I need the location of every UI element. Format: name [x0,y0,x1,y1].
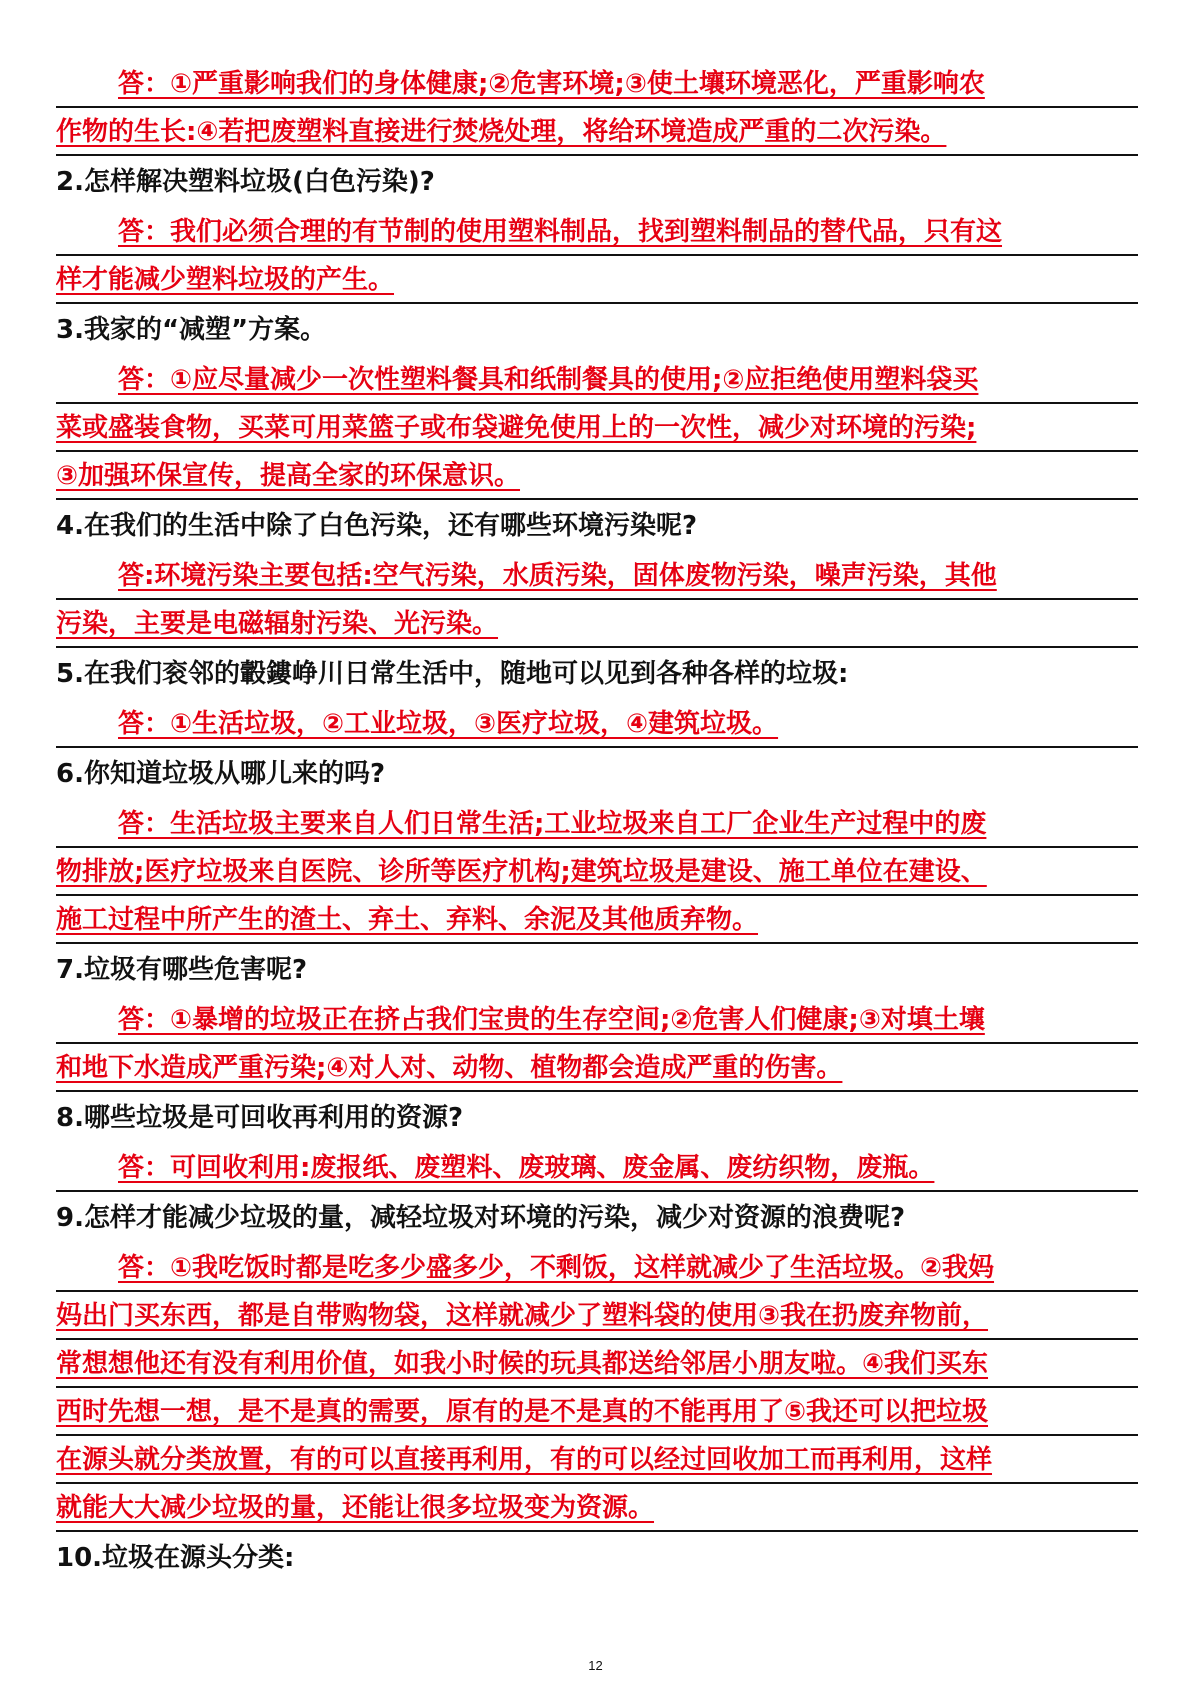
answer-line: 物排放;医疗垃圾来自医院、诊所等医疗机构;建筑垃圾是建设、施工单位在建设、 [56,848,1138,896]
answer-line: 答：我们必须合理的有节制的使用塑料制品，找到塑料制品的替代品，只有这 [56,208,1138,256]
qa-block-7 [56,944,1138,1092]
answer-line: 就能大大减少垃圾的量，还能让很多垃圾变为资源。 [56,1484,1138,1532]
answer-line: 答：①应尽量减少一次性塑料餐具和纸制餐具的使用;②应拒绝使用塑料袋买 [56,356,1138,404]
answer-line: 和地下水造成严重污染;④对人对、动物、植物都会造成严重的伤害。 [56,1044,1138,1092]
qa-block-5 [56,648,1138,748]
answer-line: 妈出门买东西，都是自带购物袋，这样就减少了塑料袋的使用③我在扔废弃物前， [56,1292,1138,1340]
answer-2 [56,208,1138,304]
document-page [56,60,1138,1584]
answer-6 [56,800,1138,944]
question-10: 10.垃圾在源头分类: [56,1543,295,1573]
answer-3 [56,356,1138,500]
answer-line: 西时先想一想，是不是真的需要，原有的是不是真的不能再用了⑤我还可以把垃圾 [56,1388,1138,1436]
answer-line: 答：①我吃饭时都是吃多少盛多少，不剩饭，这样就减少了生活垃圾。②我妈 [56,1244,1138,1292]
answer-line: 常想想他还有没有利用价值，如我小时候的玩具都送给邻居小朋友啦。④我们买东 [56,1340,1138,1388]
answer-8 [56,1144,1138,1192]
qa-block-9 [56,1192,1138,1532]
qa-block-1 [56,60,1138,156]
answer-line: 答：可回收利用:废报纸、废塑料、废玻璃、废金属、废纺织物，废瓶。 [56,1144,1138,1192]
question-6: 6.你知道垃圾从哪儿来的吗? [56,759,386,789]
qa-block-4 [56,500,1138,648]
answer-line: 答：①暴增的垃圾正在挤占我们宝贵的生存空间;②危害人们健康;③对填土壤 [56,996,1138,1044]
answer-4 [56,552,1138,648]
question-3: 3.我家的“减塑”方案。 [56,315,327,345]
answer-line: 施工过程中所产生的渣土、弃土、弃料、余泥及其他质弃物。 [56,896,1138,944]
answer-line: 答：①生活垃圾，②工业垃圾，③医疗垃圾，④建筑垃圾。 [56,700,1138,748]
answer-line: 答：①严重影响我们的身体健康;②危害环境;③使土壤环境恶化，严重影响农 [56,60,1138,108]
answer-line: 答：生活垃圾主要来自人们日常生活;工业垃圾来自工厂企业生产过程中的废 [56,800,1138,848]
answer-line: 污染，主要是电磁辐射污染、光污染。 [56,600,1138,648]
qa-block-6 [56,748,1138,944]
answer-line: 菜或盛装食物，买菜可用菜篮子或布袋避免使用上的一次性，减少对环境的污染; [56,404,1138,452]
answer-line: 样才能减少塑料垃圾的产生。 [56,256,1138,304]
page-number: 12 [588,1658,603,1673]
answer-9 [56,1244,1138,1532]
answer-line: 答:环境污染主要包括:空气污染，水质污染，固体废物污染，噪声污染，其他 [56,552,1138,600]
question-2: 2.怎样解决塑料垃圾(白色污染)? [56,167,435,197]
question-8: 8.哪些垃圾是可回收再利用的资源? [56,1103,464,1133]
qa-block-3 [56,304,1138,500]
answer-line: 作物的生长:④若把废塑料直接进行焚烧处理，将给环境造成严重的二次污染。 [56,108,1138,156]
answer-line: ③加强环保宣传，提高全家的环保意识。 [56,452,1138,500]
question-7: 7.垃圾有哪些危害呢? [56,955,308,985]
question-4: 4.在我们的生活中除了白色污染，还有哪些环境污染呢? [56,511,698,541]
answer-7 [56,996,1138,1092]
qa-block-8 [56,1092,1138,1192]
qa-block-10 [56,1532,1138,1584]
qa-block-2 [56,156,1138,304]
answer-5 [56,700,1138,748]
answer-1 [56,60,1138,156]
question-9: 9.怎样才能减少垃圾的量，减轻垃圾对环境的污染，减少对资源的浪费呢? [56,1203,906,1233]
answer-line: 在源头就分类放置，有的可以直接再利用，有的可以经过回收加工而再利用，这样 [56,1436,1138,1484]
question-5: 5.在我们衮邻的轂鏤峥川日常生活中，随地可以见到各种各样的垃圾: [56,659,849,689]
